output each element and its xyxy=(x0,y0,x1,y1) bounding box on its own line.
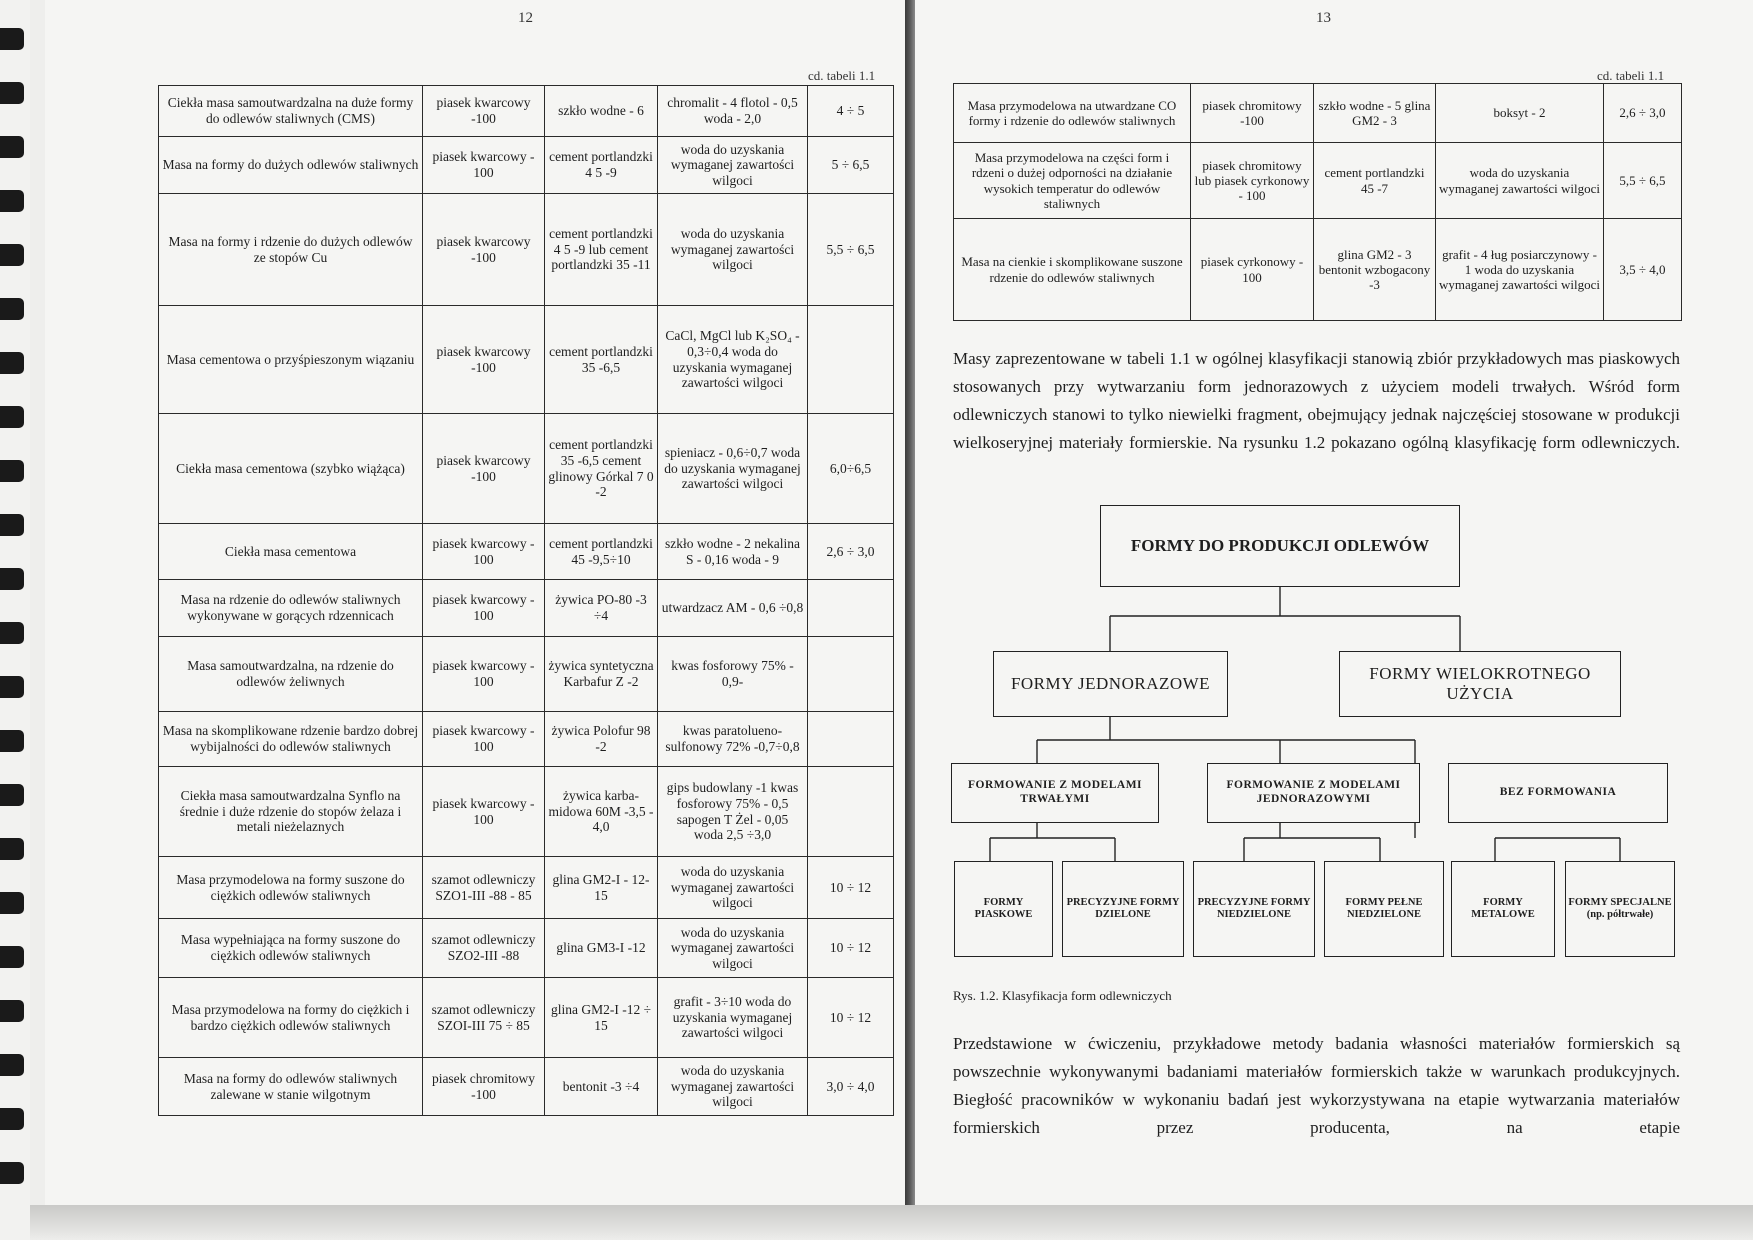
book-spine xyxy=(905,0,915,1205)
table-row xyxy=(159,414,894,524)
binding-ring xyxy=(0,730,24,752)
table-row xyxy=(159,306,894,414)
cell-additives: CaCl, MgCl lub K₂SO₄ - 0,3÷0,4 woda do uzyskania wymaganej zawartości wilgoci xyxy=(658,306,808,414)
cell-additives: grafit - 4 ług posiarczynowy - 1 woda do uzyskania wymaganej zawartości wilgoci xyxy=(1436,219,1604,321)
cell-binder: cement portlandzki 45 -9,5÷10 xyxy=(545,524,658,580)
cell-additives: boksyt - 2 xyxy=(1436,84,1604,143)
cell-base-sand: piasek chromitowy -100 xyxy=(423,1058,545,1116)
table-row xyxy=(159,978,894,1058)
cell-mass-name: Masa cementowa o przyśpieszonym wiązaniu xyxy=(159,306,423,414)
cell-binder: żywica Polofur 98 -2 xyxy=(545,712,658,767)
materials-table-continued xyxy=(953,83,1682,321)
table-row xyxy=(954,143,1682,219)
cell-additives: woda do uzyskania wymaganej zawartości wilgoci xyxy=(658,857,808,919)
binding-ring xyxy=(0,190,24,212)
cell-moisture: 10 ÷ 12 xyxy=(808,978,894,1058)
table-row xyxy=(159,767,894,857)
cell-moisture: 5 ÷ 6,5 xyxy=(808,137,894,194)
cell-mass-name: Masa na rdzenie do odlewów staliwnych wykonywane w gorących rdzennicach xyxy=(159,580,423,637)
cell-base-sand: piasek kwarcowy -100 xyxy=(423,86,545,137)
cell-mass-name: Ciekła masa samoutwardzalna na duże formy do odlewów staliwnych (CMS) xyxy=(159,86,423,137)
cell-base-sand: piasek chromitowy lub piasek cyrkonowy - 100 xyxy=(1191,143,1314,219)
binding-ring xyxy=(0,622,24,644)
cell-binder: glina GM2-I -12 ÷ 15 xyxy=(545,978,658,1058)
cell-mass-name: Masa wypełniająca na formy suszone do ciężkich odlewów staliwnych xyxy=(159,919,423,978)
binding-ring xyxy=(0,514,24,536)
cell-additives: utwardzacz AM - 0,6 ÷0,8 xyxy=(658,580,808,637)
cell-moisture: 6,0÷6,5 xyxy=(808,414,894,524)
binding-ring xyxy=(0,82,24,104)
cell-binder: żywica syntetyczna Karbafur Z -2 xyxy=(545,637,658,712)
cell-base-sand: piasek kwarcowy - 100 xyxy=(423,712,545,767)
materials-table xyxy=(158,85,894,1116)
cell-moisture: 4 ÷ 5 xyxy=(808,86,894,137)
paragraph-intro: Masy zaprezentowane w tabeli 1.1 w ogólnej klasyfikacji stanowią zbiór przykładowych mas piaskowych stosowanych przy wytwarzaniu form jednorazowych z użyciem modeli trwałych. Wśród form odlewniczych stanowi to tylko niewielki fragment, obejmujący jednak najczęściej stosowane w produkcji wielkoseryjnej materiały formierskie. Na rysunku 1.2 pokazano ogólną klasyfikację form odlewniczych. xyxy=(953,349,1680,452)
binding-ring xyxy=(0,1054,24,1076)
cell-binder: żywica karba-midowa 60M -3,5 - 4,0 xyxy=(545,767,658,857)
cell-mass-name: Masa na skomplikowane rdzenie bardzo dobrej wybijalności do odlewów staliwnych xyxy=(159,712,423,767)
diagram-node-full-solid-molds: FORMY PEŁNE NIEDZIELONE xyxy=(1324,861,1444,957)
binding-ring xyxy=(0,28,24,50)
diagram-node-sand-molds: FORMY PIASKOWE xyxy=(954,861,1053,957)
paragraph-methods: Przedstawione w ćwiczeniu, przykładowe metody badania własności materiałów formierskich są powszechnie wykonywanymi badaniami materiałów formierskich także w warunkach produkcyjnych. Biegłość pracowników w wykonaniu badań jest wykorzystywana na etapie wytwarzania materiałów formierskich przez producenta, na etapie xyxy=(953,1034,1680,1137)
cell-base-sand: piasek kwarcowy - 100 xyxy=(423,637,545,712)
cell-mass-name: Masa na formy i rdzenie do dużych odlewów ze stopów Cu xyxy=(159,194,423,306)
cell-additives: kwas fosforowy 75% - 0,9- xyxy=(658,637,808,712)
cell-mass-name: Ciekła masa samoutwardzalna Synflo na średnie i duże rdzenie do stopów żelaza i metali nieżelaznych xyxy=(159,767,423,857)
cell-base-sand: szamot odlewniczy SZO1-III -88 - 85 xyxy=(423,857,545,919)
cell-binder: żywica PO-80 -3 ÷4 xyxy=(545,580,658,637)
cell-mass-name: Masa na formy do odlewów staliwnych zalewane w stanie wilgotnym xyxy=(159,1058,423,1116)
cell-moisture xyxy=(808,712,894,767)
binding-ring xyxy=(0,784,24,806)
cell-moisture: 10 ÷ 12 xyxy=(808,919,894,978)
diagram-node-root: FORMY DO PRODUKCJI ODLEWÓW xyxy=(1100,505,1460,587)
cell-additives: gips budowlany -1 kwas fosforowy 75% - 0,5 sapogen T Żel - 0,05 woda 2,5 ÷3,0 xyxy=(658,767,808,857)
cell-additives: spieniacz - 0,6÷0,7 woda do uzyskania wymaganej zawartości wilgoci xyxy=(658,414,808,524)
binding-ring xyxy=(0,1000,24,1022)
table-continuation-label: cd. tabeli 1.1 xyxy=(808,68,876,83)
diagram-node-permanent-patterns: FORMOWANIE Z MODELAMI TRWAŁYMI xyxy=(951,763,1159,823)
page-number-left: 12 xyxy=(518,10,533,26)
diagram-node-reusable-molds: FORMY WIELOKROTNEGO UŻYCIA xyxy=(1339,651,1621,717)
binding-ring xyxy=(0,946,24,968)
cell-moisture: 2,6 ÷ 3,0 xyxy=(808,524,894,580)
cell-binder: cement portlandzki 35 -6,5 xyxy=(545,306,658,414)
table-row xyxy=(159,1058,894,1116)
cell-mass-name: Masa przymodelowa na formy suszone do ciężkich odlewów staliwnych xyxy=(159,857,423,919)
cell-additives: woda do uzyskania wymaganej zawartości wilgoci xyxy=(1436,143,1604,219)
diagram-node-special-molds: FORMY SPECJALNE (np. półtrwałe) xyxy=(1565,861,1675,957)
diagram-node-no-molding: BEZ FORMOWANIA xyxy=(1448,763,1668,823)
binding-ring xyxy=(0,298,24,320)
table-row xyxy=(159,137,894,194)
binding-ring xyxy=(0,1108,24,1130)
cell-base-sand: piasek kwarcowy -100 xyxy=(423,414,545,524)
cell-mass-name: Masa przymodelowa na części form i rdzeni o dużej odporności na działanie wysokich temperatur do odlewów staliwnych xyxy=(954,143,1191,219)
cell-moisture: 3,0 ÷ 4,0 xyxy=(808,1058,894,1116)
cell-base-sand: szamot odlewniczy SZOI-III 75 ÷ 85 xyxy=(423,978,545,1058)
table-row xyxy=(159,86,894,137)
cell-base-sand: piasek kwarcowy - 100 xyxy=(423,137,545,194)
binding-ring xyxy=(0,136,24,158)
cell-additives: woda do uzyskania wymaganej zawartości wilgoci xyxy=(658,919,808,978)
cell-moisture: 10 ÷ 12 xyxy=(808,857,894,919)
cell-binder: cement portlandzki 35 -6,5 cement glinowy Górkal 7 0 -2 xyxy=(545,414,658,524)
cell-additives: woda do uzyskania wymaganej zawartości wilgoci xyxy=(658,194,808,306)
cell-binder: glina GM3-I -12 xyxy=(545,919,658,978)
binding-ring xyxy=(0,892,24,914)
cell-moisture: 3,5 ÷ 4,0 xyxy=(1604,219,1682,321)
diagram-node-precision-split-molds: PRECYZYJNE FORMY DZIELONE xyxy=(1062,861,1184,957)
cell-moisture xyxy=(808,306,894,414)
diagram-node-disposable-molds: FORMY JEDNORAZOWE xyxy=(993,651,1228,717)
cell-mass-name: Masa samoutwardzalna, na rdzenie do odlewów żeliwnych xyxy=(159,637,423,712)
table-row xyxy=(954,84,1682,143)
cell-additives: szkło wodne - 2 nekalina S - 0,16 woda - 9 xyxy=(658,524,808,580)
diagram-node-disposable-patterns: FORMOWANIE Z MODELAMI JEDNORAZOWYMI xyxy=(1207,763,1420,823)
diagram-node-metal-molds: FORMY METALOWE xyxy=(1451,861,1555,957)
cell-base-sand: piasek kwarcowy - 100 xyxy=(423,767,545,857)
cell-moisture: 5,5 ÷ 6,5 xyxy=(1604,143,1682,219)
table-row xyxy=(954,219,1682,321)
scan-bottom-edge xyxy=(0,1205,1753,1240)
binding-ring xyxy=(0,352,24,374)
cell-base-sand: piasek cyrkonowy - 100 xyxy=(1191,219,1314,321)
binding-ring xyxy=(0,406,24,428)
cell-binder: glina GM2 - 3 bentonit wzbogacony -3 xyxy=(1314,219,1436,321)
table-row xyxy=(159,637,894,712)
table-row xyxy=(159,712,894,767)
binding-ring xyxy=(0,676,24,698)
cell-binder: cement portlandzki 4 5 -9 xyxy=(545,137,658,194)
cell-moisture: 5,5 ÷ 6,5 xyxy=(808,194,894,306)
cell-mass-name: Masa przymodelowa na formy do ciężkich i bardzo ciężkich odlewów staliwnych xyxy=(159,978,423,1058)
cell-mass-name: Masa na cienkie i skomplikowane suszone rdzenie do odlewów staliwnych xyxy=(954,219,1191,321)
cell-moisture xyxy=(808,637,894,712)
cell-binder: szkło wodne - 6 xyxy=(545,86,658,137)
cell-mass-name: Masa na formy do dużych odlewów staliwnych xyxy=(159,137,423,194)
cell-additives: woda do uzyskania wymaganej zawartości wilgoci xyxy=(658,137,808,194)
binding-ring xyxy=(0,460,24,482)
cell-additives: chromalit - 4 flotol - 0,5 woda - 2,0 xyxy=(658,86,808,137)
cell-base-sand: piasek kwarcowy - 100 xyxy=(423,580,545,637)
table-row xyxy=(159,524,894,580)
cell-mass-name: Ciekła masa cementowa (szybko wiążąca) xyxy=(159,414,423,524)
cell-moisture: 2,6 ÷ 3,0 xyxy=(1604,84,1682,143)
page-number-right: 13 xyxy=(1316,10,1331,26)
cell-moisture xyxy=(808,767,894,857)
table-row xyxy=(159,919,894,978)
cell-binder: szkło wodne - 5 glina GM2 - 3 xyxy=(1314,84,1436,143)
cell-additives: kwas paratolueno-sulfonowy 72% -0,7÷0,8 xyxy=(658,712,808,767)
figure-caption: Rys. 1.2. Klasyfikacja form odlewniczych xyxy=(953,988,1172,1003)
diagram-node-precision-solid-molds: PRECYZYJNE FORMY NIEDZIELONE xyxy=(1193,861,1315,957)
binding-ring xyxy=(0,1162,24,1184)
spiral-binding xyxy=(0,0,30,1240)
table-continuation-label: cd. tabeli 1.1 xyxy=(1597,68,1665,83)
cell-base-sand: piasek kwarcowy -100 xyxy=(423,194,545,306)
cell-mass-name: Ciekła masa cementowa xyxy=(159,524,423,580)
cell-base-sand: piasek chromitowy -100 xyxy=(1191,84,1314,143)
cell-moisture xyxy=(808,580,894,637)
table-row xyxy=(159,194,894,306)
binding-ring xyxy=(0,568,24,590)
table-row xyxy=(159,580,894,637)
binding-ring xyxy=(0,838,24,860)
cell-additives: woda do uzyskania wymaganej zawartości wilgoci xyxy=(658,1058,808,1116)
cell-binder: cement portlandzki 45 -7 xyxy=(1314,143,1436,219)
cell-base-sand: piasek kwarcowy -100 xyxy=(423,306,545,414)
cell-binder: cement portlandzki 4 5 -9 lub cement portlandzki 35 -11 xyxy=(545,194,658,306)
cell-additives: grafit - 3÷10 woda do uzyskania wymaganej zawartości wilgoci xyxy=(658,978,808,1058)
cell-mass-name: Masa przymodelowa na utwardzane CO formy i rdzenie do odlewów staliwnych xyxy=(954,84,1191,143)
cell-binder: bentonit -3 ÷4 xyxy=(545,1058,658,1116)
cell-binder: glina GM2-I - 12-15 xyxy=(545,857,658,919)
cell-base-sand: piasek kwarcowy - 100 xyxy=(423,524,545,580)
cell-base-sand: szamot odlewniczy SZO2-III -88 xyxy=(423,919,545,978)
table-row xyxy=(159,857,894,919)
binding-ring xyxy=(0,244,24,266)
